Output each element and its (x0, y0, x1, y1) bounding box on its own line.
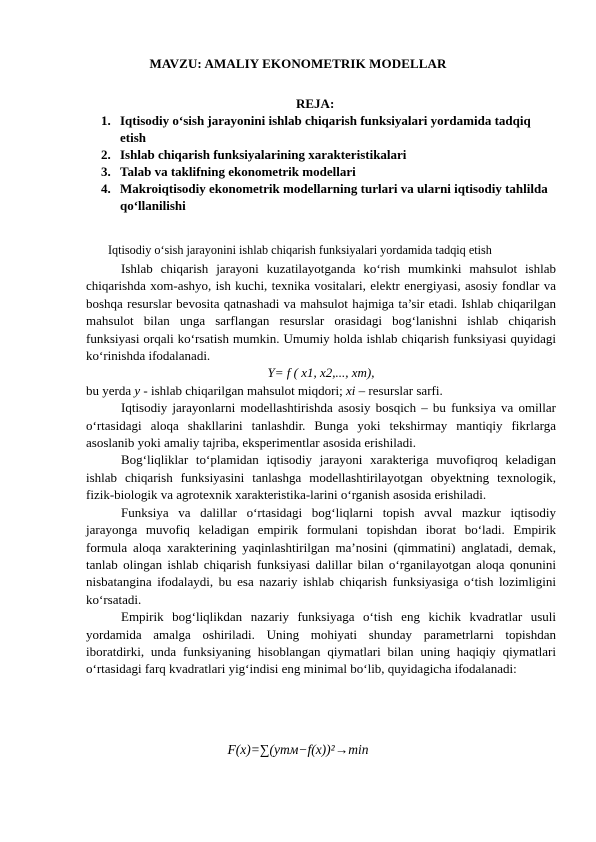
plan-item-number: 2. (101, 147, 111, 162)
page-title: MAVZU: AMALIY EKONOMETRIK MODELLAR (149, 56, 447, 71)
where-prefix: bu yerda (86, 382, 135, 398)
plan-list (98, 112, 548, 214)
section-title: Iqtisodiy o‘sish jarayonini ishlab chiqarish funksiyalari yordamida tadqiq etish (108, 243, 492, 257)
var-y: y (134, 382, 141, 398)
where-mid: - ishlab chiqarilgan mahsulot miqdori; (140, 382, 346, 398)
where-end: – resurslar sarfi. (355, 382, 443, 398)
paragraph: Bog‘liqliklar to‘plamidan iqtisodiy jarayoni xarakteriga muvofiqroq keladigan ishlab chiqarish funksiyasini tanlashga modellashtirilayotgan obyektning texnologik, fizik-biologik va agrotexnik xarakteristika-larini o‘rganish asosida erishiladi. (86, 452, 556, 503)
plan-item (98, 163, 548, 180)
plan-item (98, 146, 548, 163)
plan-item-text: Ishlab chiqarish funksiyalarining xarakteristikalari (120, 147, 407, 162)
paragraph: Ishlab chiqarish jarayoni kuzatilayotganda ko‘rish mumkinki mahsulot ishlab chiqarishda xom-ashyo, ish kuchi, texnika vositalari, elektr energiyasi, asosiy fondlar va boshqa resurslar bevosita qatnashadi va mahsulot hajmiga ta’sir etadi. Ishlab chiqarilgan mahsulot bilan unga sarflangan resurslar orasidagi bog‘lanishni ishlab chiqarish funksiyasi orqali ko‘rsatish mumkin. Umumiy holda ishlab chiqarish funksiyasi quyidagi ko‘rinishda ifodalanadi. (86, 261, 556, 364)
paragraph: Funksiya va dalillar o‘rtasidagi bog‘liqlarni topish avval mazkur iqtisodiy jarayonga muvofiq keladigan empirik formulani topishdan iborat bo‘ladi. Empirik formula aloqa xarakterining yaqinlashtirilgan ma’nosini (qimmatini) anglatadi, demak, tanlab olingan ishlab chiqarish funksiyasi dalillar bilan o‘rganilayotgan aloqa qonunini nisbatangina ifodalaydi, bu esa nazariy ishlab chiqarish funksiyasiga o‘tish lozimligini ko‘rsatadi. (86, 504, 556, 607)
plan-item-text: Iqtisodiy o‘sish jarayonini ishlab chiqarish funksiyalari yordamida tadqiq etish (120, 113, 531, 145)
formula-production-function (86, 364, 556, 381)
paragraph-where (86, 382, 556, 399)
plan-item (98, 180, 548, 214)
plan-item-number: 1. (101, 113, 111, 128)
plan-item-number: 3. (101, 164, 111, 179)
formula-text: Y= f ( x1, x2,..., xm), (267, 365, 375, 381)
plan-item (98, 112, 548, 146)
formula-text: F(x)=∑(yтм−f(x))²→min (227, 742, 369, 757)
plan-item-number: 4. (101, 181, 111, 196)
plan-item-text: Makroiqtisodiy ekonometrik modellarning turlari va ularni iqtisodiy tahlilda qo‘llanilishi (120, 181, 548, 213)
formula-least-squares (0, 742, 596, 758)
paragraph: Empirik bog‘liqlikdan nazariy funksiyaga o‘tish eng kichik kvadratlar usuli yordamida amalga oshiriladi. Uning mohiyati shunday parametrlarni topishdan iboratdirki, unda funksiyaning hisoblangan qiymatlari bilan uning haqiqiy qiymatlari o‘rtasidagi farq kvadratlari yig‘indisi eng minimal bo‘lib, quyidagicha ifodalanadi: (86, 609, 556, 677)
paragraph: Iqtisodiy jarayonlarni modellashtirishda asosiy bosqich – bu funksiya va omillar o‘rtasidagi aloqa shakllarini tanlashdir. Bunga yoki tekshirmay mantiqiy fikrlarga asoslanib yoki amaliy tajriba, eksperimentlar asosida erishiladi. (86, 400, 556, 451)
body-text (86, 260, 556, 678)
plan-item-text: Talab va taklifning ekonometrik modellari (120, 164, 356, 179)
var-xi: xi (345, 382, 356, 398)
plan-heading: REJA: (296, 96, 335, 111)
